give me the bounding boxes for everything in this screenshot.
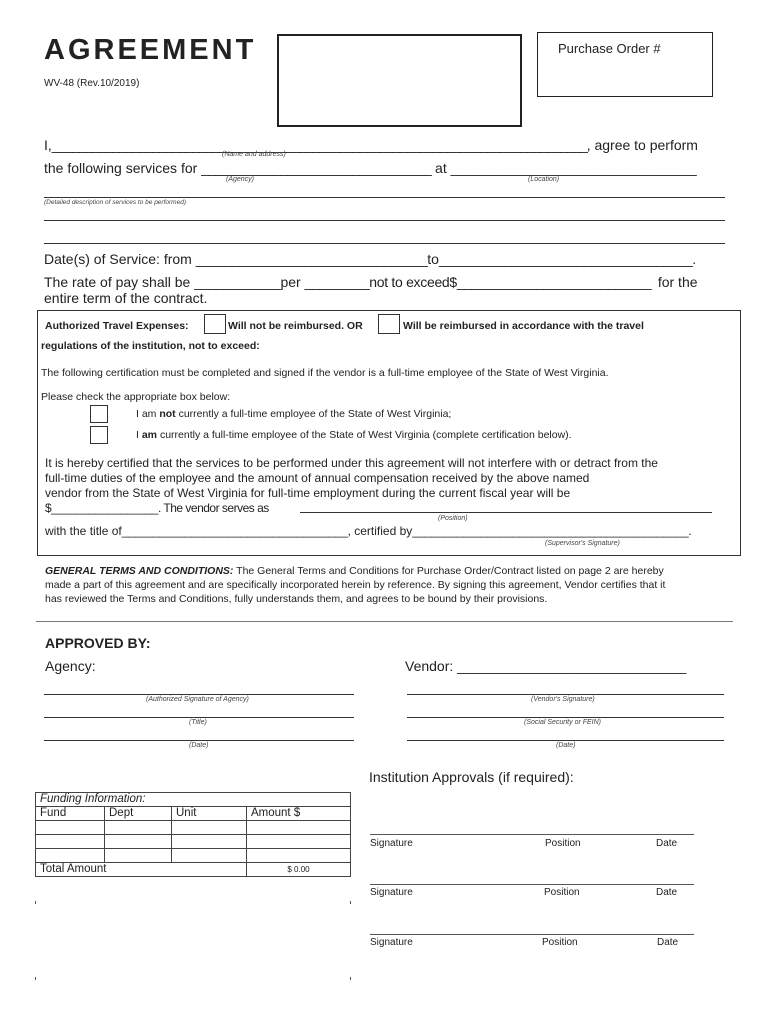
amount-cell[interactable]	[247, 849, 351, 863]
col-unit: Unit	[172, 807, 247, 821]
fund-cell[interactable]	[36, 835, 105, 849]
at-text: at	[435, 160, 447, 176]
vendor-signature-caption: (Vendor's Signature)	[531, 696, 595, 703]
institution-signature-line-3[interactable]	[370, 934, 694, 935]
tick-mark	[350, 977, 351, 980]
travel-reimbursed-checkbox[interactable]	[378, 314, 400, 334]
terms-line-1: GENERAL TERMS AND CONDITIONS: The General Terms and Conditions for Purchase Order/Contract listed on page 2 are hereby	[45, 565, 664, 577]
dept-cell[interactable]	[105, 821, 172, 835]
approved-heading: APPROVED BY:	[45, 635, 151, 651]
total-value: $ 0.00	[247, 863, 351, 877]
funding-heading: Funding Information:	[36, 793, 351, 807]
agency-signature-caption: (Authorized Signature of Agency)	[146, 696, 249, 703]
terms-heading: GENERAL TERMS AND CONDITIONS:	[45, 565, 234, 577]
rate-field[interactable]: ____________	[194, 274, 281, 290]
choice-not-employee: I am not currently a full-time employee of the State of West Virginia;	[136, 408, 452, 420]
fund-cell[interactable]	[36, 821, 105, 835]
col-amount: Amount $	[247, 807, 351, 821]
name-caption: (Name and address)	[222, 151, 286, 158]
tick-mark	[350, 901, 351, 904]
date-to-field[interactable]: ___________________________________.	[438, 251, 696, 267]
position-caption: (Position)	[438, 515, 468, 522]
supervisor-caption: (Supervisor's Signature)	[545, 540, 620, 547]
not-exceed-field[interactable]: ___________________________	[456, 274, 651, 290]
compensation-field[interactable]: $_________________	[45, 501, 158, 515]
fund-cell[interactable]	[36, 849, 105, 863]
not-exceed-label: not to exceed$	[369, 274, 457, 290]
terms-line-3: has reviewed the Terms and Conditions, fully understands them, and agrees to be bound by their provisions.	[45, 593, 548, 605]
agency-date-line[interactable]	[44, 740, 354, 741]
blank-box[interactable]	[277, 34, 522, 127]
vendor-label: Vendor:	[405, 658, 454, 674]
rate-per: per	[280, 274, 301, 290]
sig2-label: Signature	[370, 887, 413, 898]
agency-title-line[interactable]	[44, 717, 354, 718]
description-line-1[interactable]	[44, 197, 725, 198]
vendor-date-line[interactable]	[407, 740, 724, 741]
agency-caption: (Agency)	[226, 176, 255, 183]
funding-table	[35, 792, 351, 877]
not-employee-checkbox[interactable]	[90, 405, 108, 423]
check-prompt: Please check the appropriate box below:	[41, 391, 231, 403]
unit-cell[interactable]	[172, 821, 247, 835]
tick-mark	[35, 901, 36, 904]
location-field[interactable]: ________________________________	[450, 160, 697, 176]
agency-title-caption: (Title)	[189, 719, 207, 726]
tick-mark	[35, 977, 36, 980]
rate-label: The rate of pay shall be	[44, 274, 191, 290]
agree-text: , agree to perform	[586, 137, 698, 153]
vendor-ssn-line[interactable]	[407, 717, 724, 718]
employee-checkbox[interactable]	[90, 426, 108, 444]
choice-employee: I am currently a full-time employee of the State of West Virginia (complete certification below).	[136, 429, 572, 441]
vendor-signature-line[interactable]	[407, 694, 724, 695]
date-from-label: Date(s) of Service: from	[44, 251, 192, 267]
date-to-label: to	[427, 251, 439, 267]
sig3-label: Signature	[370, 937, 413, 948]
terms-line-2: made a part of this agreement and are specifically incorporated herein by reference. By signing this agreement, Vendor certifies that it	[45, 579, 666, 591]
agency-signature-line[interactable]	[44, 694, 354, 695]
travel-label: Authorized Travel Expenses:	[45, 320, 189, 332]
vendor-ssn-caption: (Social Security or FEIN)	[524, 719, 602, 726]
agency-label: Agency:	[45, 658, 96, 674]
form-id: WV-48 (Rev.10/2019)	[44, 78, 140, 89]
agency-date-caption: (Date)	[189, 742, 209, 749]
services-for-text: the following services for	[44, 160, 198, 176]
sig3-date: Date	[657, 937, 679, 948]
purchase-order-label: Purchase Order #	[558, 41, 661, 56]
col-fund: Fund	[36, 807, 105, 821]
institution-heading: Institution Approvals (if required):	[369, 769, 574, 785]
sig2-date: Date	[656, 887, 678, 898]
cert-line-3: vendor from the State of West Virginia for full-time employment during the current fiscal year will be	[45, 486, 571, 500]
description-caption: (Detailed description of services to be performed)	[44, 199, 186, 206]
institution-signature-line-1[interactable]	[370, 834, 694, 835]
description-line-2[interactable]	[44, 220, 725, 221]
description-line-3[interactable]	[44, 243, 725, 244]
certified-by-label: , certified by	[347, 524, 413, 538]
title-field[interactable]: ____________________________________	[121, 524, 348, 538]
total-label: Total Amount	[36, 863, 247, 877]
sig1-label: Signature	[370, 838, 413, 849]
travel-line2: regulations of the institution, not to exceed:	[41, 340, 260, 352]
unit-cell[interactable]	[172, 849, 247, 863]
sig3-position: Position	[542, 937, 578, 948]
cert-line-1: It is hereby certified that the services to be performed under this agreement will not interfere with or detract from the	[45, 456, 658, 470]
vendor-date-caption: (Date)	[556, 742, 576, 749]
supervisor-signature-field[interactable]: ____________________________________________.	[412, 524, 692, 538]
title-label: with the title of	[45, 524, 122, 538]
amount-cell[interactable]	[247, 835, 351, 849]
vendor-serves-as: . The vendor serves as	[157, 501, 269, 515]
sig1-date: Date	[656, 838, 678, 849]
rate-unit-field[interactable]: _________	[304, 274, 370, 290]
amount-cell[interactable]	[247, 821, 351, 835]
agency-field[interactable]: ________________________________	[201, 160, 432, 176]
entire-term-text: entire term of the contract.	[44, 290, 208, 306]
col-dept: Dept	[105, 807, 172, 821]
vendor-name-field[interactable]: ______________________________	[457, 658, 687, 674]
date-from-field[interactable]: ________________________________	[195, 251, 428, 267]
position-field[interactable]	[300, 512, 712, 513]
name-field[interactable]: ________________________________________________________________________________	[51, 137, 587, 153]
unit-cell[interactable]	[172, 835, 247, 849]
for-the-text: for the	[657, 274, 698, 290]
page-title: AGREEMENT	[44, 34, 257, 66]
travel-not-reimbursed-checkbox[interactable]	[204, 314, 226, 334]
travel-opt1: Will not be reimbursed. OR	[228, 320, 363, 332]
location-caption: (Location)	[528, 176, 560, 183]
sig1-position: Position	[545, 838, 581, 849]
cert-line-2: full-time duties of the employee and the amount of annual compensation received by the above named	[45, 471, 590, 485]
sig2-position: Position	[544, 887, 580, 898]
dept-cell[interactable]	[105, 849, 172, 863]
terms-divider	[36, 621, 733, 622]
dept-cell[interactable]	[105, 835, 172, 849]
travel-opt2: Will be reimbursed in accordance with the travel	[403, 320, 644, 332]
institution-signature-line-2[interactable]	[370, 884, 694, 885]
cert-note: The following certification must be completed and signed if the vendor is a full-time employee of the State of West Virginia.	[41, 367, 609, 379]
intro-i: I,	[44, 137, 52, 153]
